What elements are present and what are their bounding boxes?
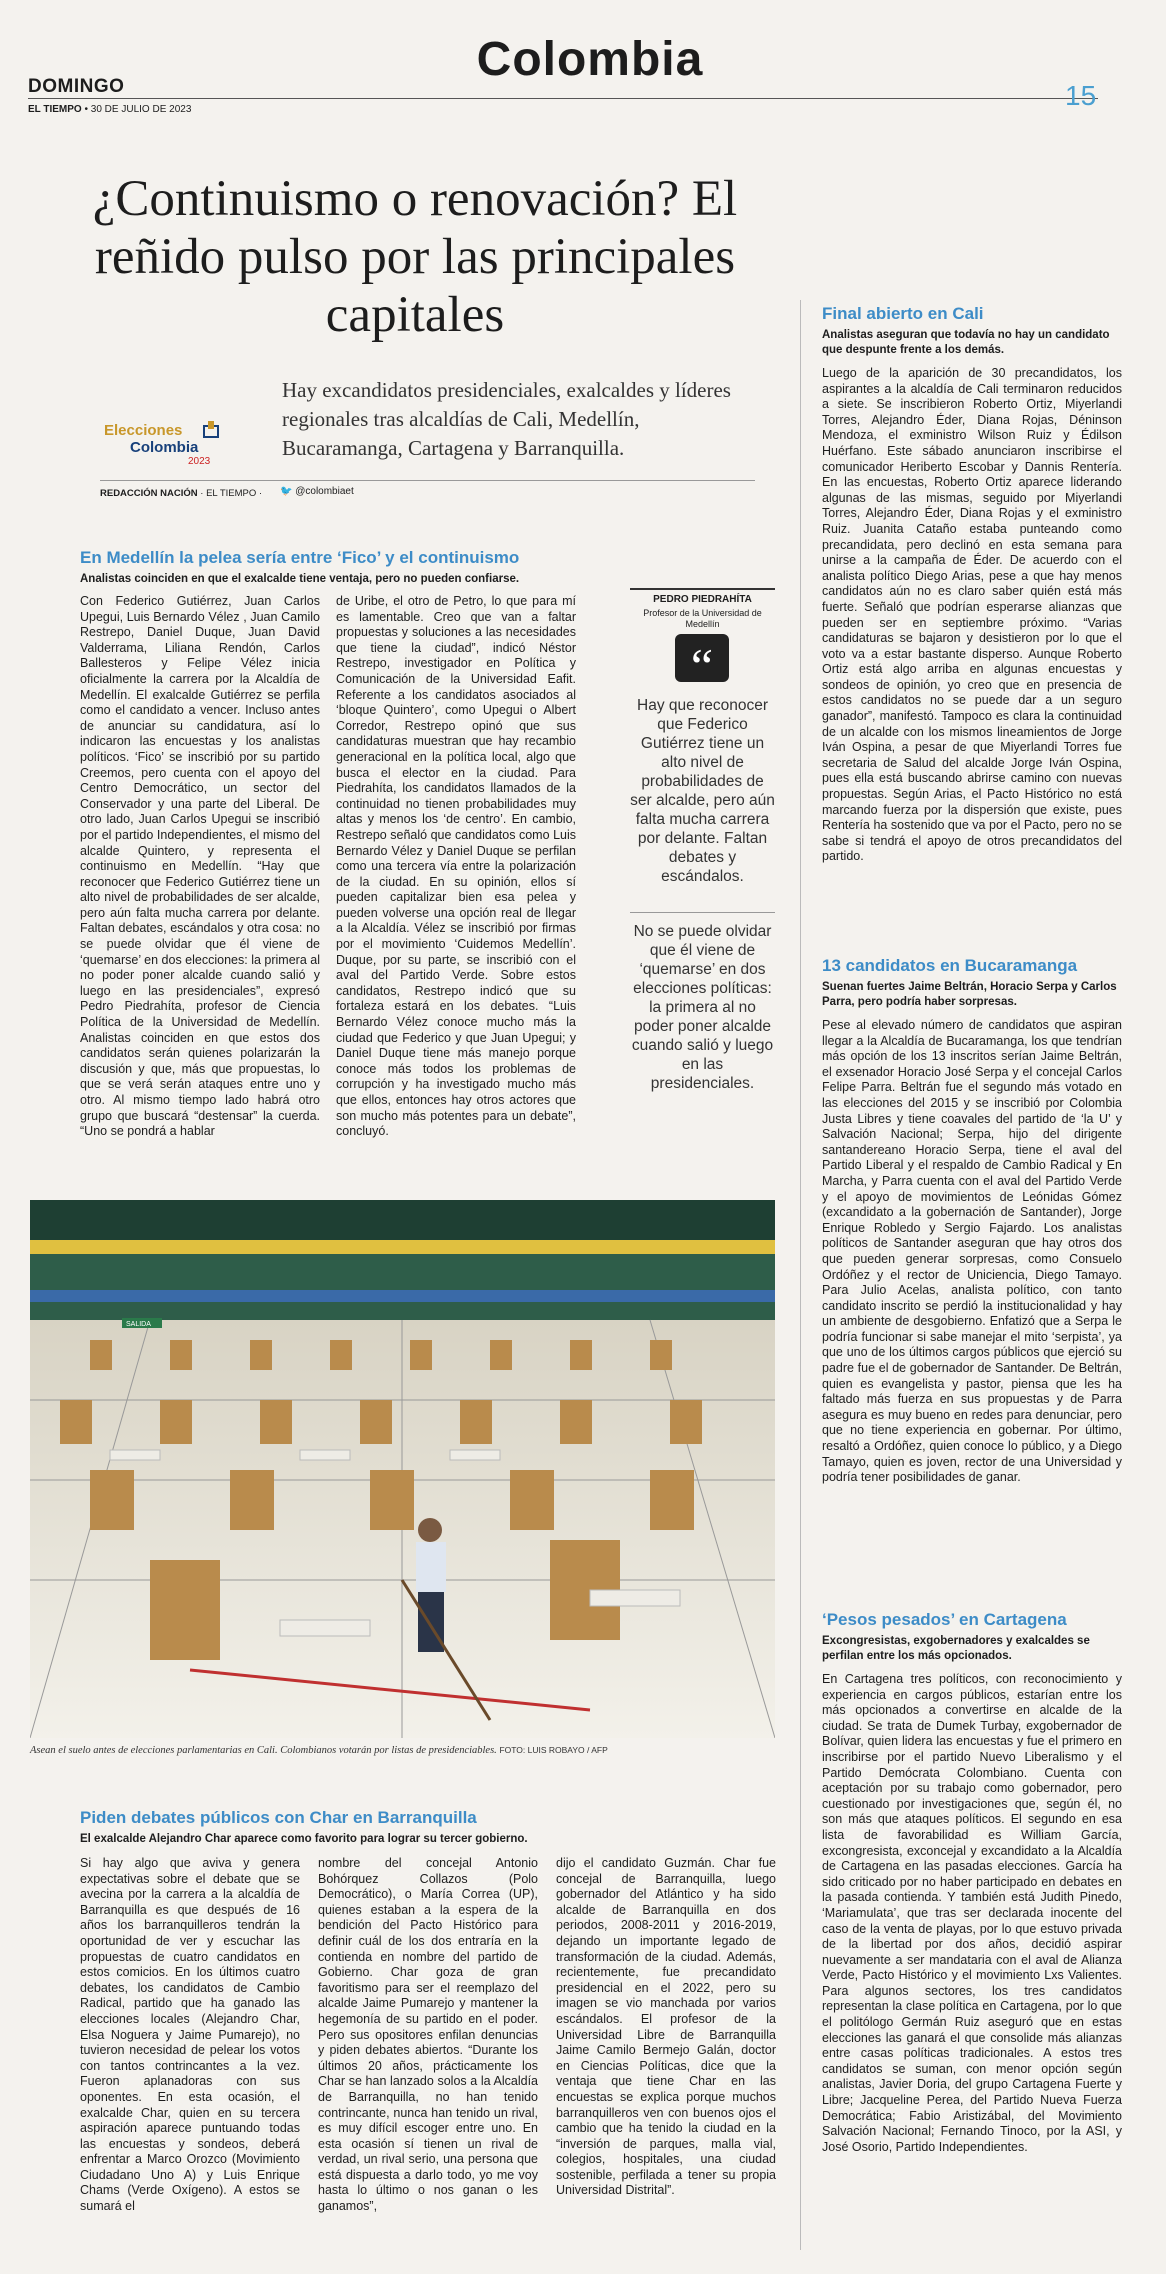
dateline xyxy=(28,104,191,115)
logo-line2: Colombia xyxy=(130,439,199,456)
issue-date: • 30 DE JULIO DE 2023 xyxy=(84,104,192,115)
bucaramanga-body: Pese al elevado número de candidatos que aspiran llegar a la Alcaldía de Bucaramanga, los que tendrían más opción de los 13 inscritos serían Jaime Beltrán, el exsenador Horacio José Serpa y el concejal Carlos Felipe Parra. Beltrán fue el segundo más votado en las elecciones del 2015 y se inscribió por Colombia Justa Libres y tiene coavales del partido de ‘la U’ y Salvación Nacional; Serpa, hijo del dirigente santandereano Horacio Serpa, tiene el aval del Partido Liberal y el respaldo de Cambio Radical y En Marcha, y Parra cuenta con el aval del Partido Verde y el apoyo de movimientos de Leónidas Gómez (excandidato a la gobernación de Santander), Jorge Enrique Robledo y Sergio Fajardo. Los analistas políticos de Santander aseguran que hay otros dos que pueden generar sorpresas, como Consuelo Ordóñez y el rector de Uniciencia, Diego Tamayo. Para Julio Acelas, analista político, con tanto candidato inscrito se perdió la institucionalidad y hay un ambiente de desgobierno. Enfatizó que a Serpa le podría funcionar si sabe manejar el mito ‘serpista’, ya que uno de los últimos cargos públicos que ejerció su padre fue el de gobernador de Santander. De Beltrán, quien es evangelista y pastor, piensa que les ha faltado más fuerza en sus propuestas y de Parra asegura es muy bueno en redes para denunciar, pero que no tiene experiencia en gobernar. Por último, resaltó a Ordóñez, quien conoce lo público, y a Diego Tamayo, quien es joven, rector de una Universidad y podría tener posibilidades de ganar. xyxy=(822,1018,1122,1485)
barranquilla-lead: El exalcalde Alejandro Char aparece como favorito para lograr su tercer gobierno. xyxy=(80,1833,528,1845)
barranquilla-col2: nombre del concejal Antonio Bohórquez Collazos (Polo Democrático), o María Correa (UP), quienes estaban a la espera de la bendición del Pacto Histórico para definir cuál de los dos entraría en la contienda en nombre del partido de Gobierno. Char goza de gran favoritismo para ser el reemplazo del alcalde Jaime Pumarejo y mantener la hegemonía de su partido en el poder. Pero sus opositores enfilan denuncias y piden debates abiertos. “Durante los últimos 20 años, prácticamente los Char se han lanzado solos a la Alcaldía de Barranquilla, no han tenido contrincante, nunca han tenido un rival, es muy difícil escoger entre uno. En esta ocasión sí tienen un rival de verdad, un rival serio, una persona que está dispuesta a darlo todo, yo me voy hasta lo último o nos ganan o les ganamos”, xyxy=(318,1856,538,2214)
quote-role: Profesor de la Universidad de Medellín xyxy=(643,608,762,629)
cali-lead: Analistas aseguran que todavía no hay un candidato que despunte frente a los demás. xyxy=(822,329,1110,356)
quote-name: PEDRO PIEDRAHÍTA xyxy=(653,594,752,605)
pull-quote-2: No se puede olvidar que él viene de ‘quemarse’ en dos elecciones políticas: la primera al no poder poner alcalde cuando salió y luego en las presidenciales. xyxy=(631,923,774,1092)
photo-credit: FOTO: LUIS ROBAYO / AFP xyxy=(499,1745,608,1755)
byline-rule xyxy=(100,480,755,481)
medellin-lead: Analistas coinciden en que el exalcalde tiene ventaja, pero no pueden confiarse. xyxy=(80,573,520,585)
quote-mark-icon: “ xyxy=(675,634,729,682)
cali-title: Final abierto en Cali xyxy=(822,304,984,323)
barranquilla-title: Piden debates públicos con Char en Barranquilla xyxy=(80,1808,477,1827)
masthead-rule xyxy=(28,98,1098,99)
medellin-title: En Medellín la pelea sería entre ‘Fico’ y el continuismo xyxy=(80,548,520,567)
medellin-col2: de Uribe, el otro de Petro, lo que para mí es lamentable. Creo que van a faltar propuestas y soluciones a las necesidades que tiene la ciudad”, indicó Néstor Restrepo, investigador en Política y Comunicación de la Universidad Eafit. Referente a los candidatos asociados al ‘bloque Quintero’, como Upegui o Albert Corredor, Restrepo opinó que sus candidaturas muestran que hay recambio generacional en la política local, algo que busca el elector en la ciudad. Para Piedrahíta, los candidatos llamados de la continuidad no tienen probabilidades muy altas y menos los ‘de centro’. En cambio, Restrepo señaló que candidatos como Luis Bernardo Vélez y Daniel Duque se perfilan como una tercera vía entre la polarización de la ciudad. En su opinión, ellos sí pueden capitalizar bien esa pelea y pueden volverse una opción real de llegar a la Alcaldía. Vélez se inscribió por firmas por el movimiento ‘Cuidemos Medellín’. Duque, por su parte, se inscribió con el aval del Partido Verde. Sobre estos candidatos, Restrepo indicó que su fortaleza estará en los debates. “Luis Bernardo Vélez conoce mucho más la ciudad que Federico y que Juan Upegui; y Daniel Duque tiene más manejo porque conoce más todos los problemas de corrupción y ha investigado mucho más que ellos, entonces hay otros actores que son mucho más potentes para un debate”, concluyó. xyxy=(336,594,576,1139)
byline-outlet: · EL TIEMPO · xyxy=(200,488,263,499)
byline-author: REDACCIÓN NACIÓN xyxy=(100,488,198,499)
newspaper-name: EL TIEMPO xyxy=(28,104,82,115)
column-divider xyxy=(800,300,801,2250)
bucaramanga-lead: Suenan fuertes Jaime Beltrán, Horacio Serpa y Carlos Parra, pero podría haber sorpresas. xyxy=(822,981,1117,1008)
photo-caption xyxy=(30,1745,775,1756)
barranquilla-col3: dijo el candidato Guzmán. Char fue concejal de Barranquilla, luego gobernador del Atlántico y ha sido alcalde de Barranquilla en dos periodos, 2008-2011 y 2016-2019, dejando un importante legado de transformación de la ciudad. Además, recientemente, fue precandidato presidencial en el 2022, pero su imagen se vio manchada por varios escándalos. El profesor de la Universidad Libre de Barranquilla Jaime Camilo Bermejo Galán, doctor en Ciencias Políticas, dice que la ventaja que tiene Char en las encuestas se explica porque muchos barranquilleros ven con buenos ojos el cambio que ha tenido la ciudad en la “inversión de parques, malla vial, colegios, hospitales, una ciudad sostenible, perfilada a tener su propia Universidad Distrital”. xyxy=(556,1856,776,2198)
medellin-col1: Con Federico Gutiérrez, Juan Carlos Upegui, Luis Bernardo Vélez , Juan Camilo Restrepo, Daniel Duque, Juan David Valderrama, Liliana Rendón, Carlos Ballesteros y Felipe Vélez inicia oficialmente la carrera por la Alcaldía de Medellín. El exalcalde Gutiérrez se perfila como el candidato a vencer. Incluso antes de anunciar su candidatura, así lo indicaron las encuestas y los analistas políticos. ‘Fico’ se inscribió por su partido Creemos, pero cuenta con el apoyo del Centro Democrático, un sector del Conservador y una parte del Liberal. De otro lado, Juan Carlos Upegui se inscribió por el partido Independientes, el mismo del alcalde Quintero, y representa el continuismo en Medellín. “Hay que reconocer que Federico Gutiérrez tiene un alto nivel de probabilidades de ser alcalde, pero aún falta mucha carrera por delante. Faltan debates, escándalos y otra cosa: no se puede olvidar que él viene de ‘quemarse’ en dos elecciones: la primera al no poder poner alcalde cuando salió y luego en las presidenciales”, expresó Pedro Piedrahíta, profesor de Ciencia Política de la Universidad de Medellín. Analistas coinciden en que estos dos candidatos serán quienes polarizarán la discusión y que, más que propuestas, lo que se verá serán ataques entre uno y otro. Al mismo tiempo lado habrá otro grupo que buscará “destensar” la cuerda. “Uno se pondrá a hablar xyxy=(80,594,320,1139)
headline: ¿Continuismo o renovación? El reñido pulso por las principales capitales xyxy=(92,171,738,343)
section-day: DOMINGO xyxy=(28,76,125,97)
cartagena-lead: Excongresistas, exgobernadores y exalcaldes se perfilan entre los más opcionados. xyxy=(822,1635,1090,1662)
exit-sign: SALIDA xyxy=(126,1321,151,1328)
logo-year: 2023 xyxy=(188,456,211,467)
quote-rule xyxy=(630,588,775,590)
ballot-icon xyxy=(202,420,220,438)
pull-rule xyxy=(630,912,775,913)
twitter-handle[interactable] xyxy=(280,486,354,497)
news-photo xyxy=(30,1200,775,1738)
caption-text: Asean el suelo antes de elecciones parlamentarias en Cali. Colombianos votarán por listas de presidenciables. xyxy=(30,1745,497,1756)
page-number: 15 xyxy=(1065,80,1097,111)
section-title: Colombia xyxy=(476,33,704,86)
logo-line1: Elecciones xyxy=(104,422,183,439)
bucaramanga-title: 13 candidatos en Bucaramanga xyxy=(822,956,1078,975)
cali-body: Luego de la aparición de 30 precandidatos, los aspirantes a la alcaldía de Cali terminaron reducidos a siete. Se inscribieron Roberto Ortiz, Miyerlandi Torres, Alejandro Éder, Diana Rojas, Déninson Mendoza, el exministro Wilson Ruiz y Édilson Huérfano. Este sábado anunciaron inscribirse el comunicador Heriberto Escobar y Dannis Rentería. En las encuestas, Roberto Ortiz aparece liderando algunas de las mismas, seguido por Miyerlandi Torres, Alejandro Éder, Diana Rojas y el exministro Ruiz. Juanita Cataño estaba punteando como precandidata, pero declinó en esta semana para unirse a la campaña de Éder. De acuerdo con el analista político Diego Arias, pese a que hay menos candidatos aún no es claro saber quién está más fuerte. Señaló que podrían esperarse alianzas que pueden ser en septiembre próximo. “Varias candidaturas se bajaron y desistieron por lo que el voto va a estar bastante disperso. Aunque Roberto Ortiz está algo arriba en algunas encuestas y sondeos de opinión, yo creo que en presencia de estos candidatos no se puede dar a un seguro ganador”, manifestó. Tampoco es clara la continuidad de un alcalde con los mismos lineamientos de Jorge Iván Ospina, a pesar de que Miyerlandi Torres fue secretaria de Salud del alcalde Jorge Iván Ospina, pues ella está buscando abrirse camino con nuevas propuestas. Según Arias, el Pacto Histórico no está marcando fuerza por la dispersión que existe, pues Rentería ha sostenido que va por el Pacto, pero no se sabe si tendrá el apoyo de otros precandidatos del partido. xyxy=(822,366,1122,864)
quote-text: Hay que reconocer que Federico Gutiérrez tiene un alto nivel de probabilidades de ser alcalde, pero aún falta mucha carrera por delante. Faltan debates y escándalos. xyxy=(630,697,775,885)
twitter-handle-text: @colombiaet xyxy=(295,486,354,497)
barranquilla-col1: Si hay algo que aviva y genera expectativas sobre el debate que se avecina por la carrera a la alcaldía de Barranquilla es que después de 16 años los barranquilleros tendrán la oportunidad de ver y escuchar las propuestas de cuatro candidatos en estos comicios. En los últimos cuatro debates, los candidatos de Cambio Radical, partido que ha ganado las elecciones locales (Alejandro Char, Elsa Noguera y Jaime Pumarejo), no tuvieron necesidad de pelear los votos con tantos contrincantes a la vez. Fueron aplanadoras con sus oponentes. En esta ocasión, el exalcalde Char, quien en su tercera aspiración aparece puntuando todas las encuestas y sondeos, deberá enfrentar a Marco Orozco (Movimiento Ciudadano Uno A) y Luis Enrique Chams (Verde Oxígeno). A estos se sumará el xyxy=(80,1856,300,2214)
byline xyxy=(100,488,262,499)
cartagena-body: En Cartagena tres políticos, con reconocimiento y experiencia en cargos públicos, estarían entre los más opcionados a convertirse en alcalde de la ciudad. Se trata de Dumek Turbay, exgobernador de Bolívar, quien lidera las encuestas y fue el primero en inscribirse por el partido Nuevo Liberalismo y el Partido Demócrata Colombiano. Cuenta con aceptación por su trabajo como gobernador, pero cuestionado por investigaciones que, según él, no son más que ataques políticos. El segundo en esa lista de favorabilidad es William García, excongresista, exconcejal y excandidato a la Alcaldía de Cartagena en las pasadas elecciones. García ha sido criticado por no haber participado en debates en la pasada contienda. Y también está Judith Pinedo, ‘Mariamulata’, que tras ser declarada inocente del caso de la venta de playas, por lo que estuvo privada de la libertad por dos años, decidió aspirar nuevamente a ser mandataria con el aval de Alianza Verde, Pacto Histórico y el movimiento Lxs Valientes. Para algunos sectores, los tres candidatos representan la clase política en Cartagena, por lo que el politólogo Germán Ruiz aseguró que en estas elecciones las ganará el que consolide más alianzas entre casas políticas tradicionales. A estos tres candidatos se suman, con menor opción según analistas, Javier Doria, del grupo Cartagena Fuerte y Libre; Jacqueline Perea, del Partido Nueva Fuerza Democrática; Fabio Aristizábal, del Movimiento Salvación Nacional; Fernando Tinoco, por la ASI, y José Osorio, Partido Independientes. xyxy=(822,1672,1122,2154)
twitter-icon: 🐦 xyxy=(280,486,293,497)
cartagena-title: ‘Pesos pesados’ en Cartagena xyxy=(822,1610,1067,1629)
subheadline: Hay excandidatos presidenciales, exalcaldes y líderes regionales tras alcaldías de Cali, Medellín, Bucaramanga, Cartagena y Barranquilla. xyxy=(282,378,731,460)
